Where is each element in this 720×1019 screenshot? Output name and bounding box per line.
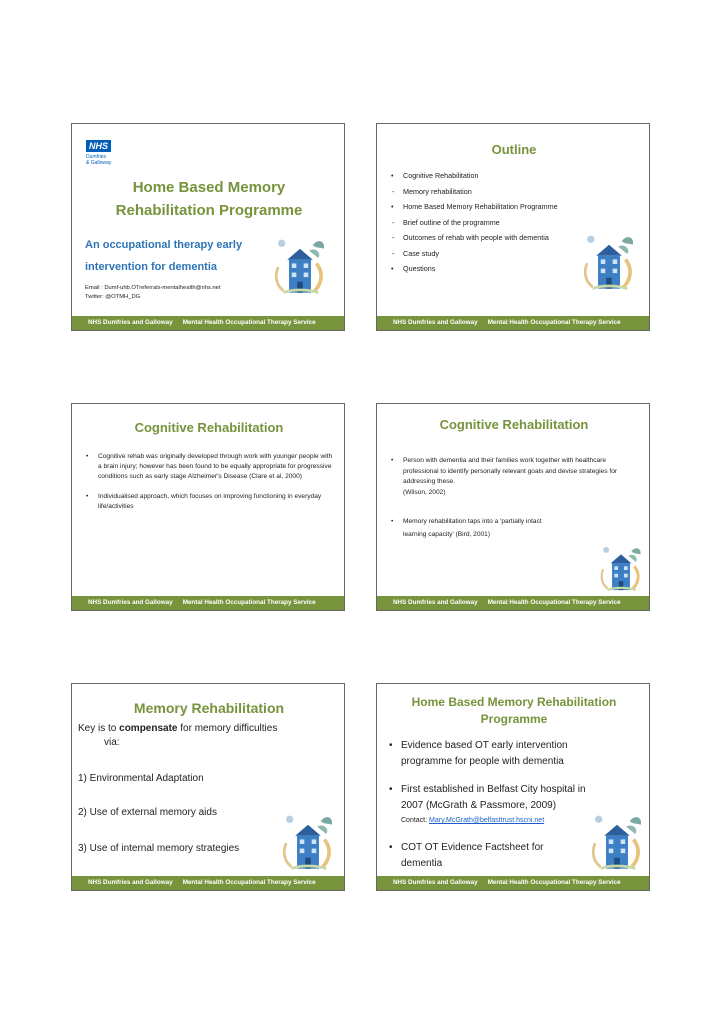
cog-rehab2-bullet-2-line1: Memory rehabilitation taps into a 'partially intact <box>403 518 542 525</box>
house-illustration-icon <box>589 812 645 876</box>
footer-service: Mental Health Occupational Therapy Service <box>487 599 621 606</box>
slide-home-based-programme <box>376 683 650 891</box>
footer-org: NHS Dumfries and Galloway <box>393 319 478 326</box>
hbmrp-bullet-2 <box>387 782 643 814</box>
title-line1: Home Based Memory <box>132 179 286 196</box>
hbmrp-bullet-1-line2: programme for people with dementia <box>401 756 564 767</box>
nhs-logo-line2: & Galloway <box>86 160 112 166</box>
house-illustration-icon <box>280 812 336 876</box>
intro-post: for memory difficulties <box>177 723 278 734</box>
outline-item: • Questions <box>389 261 639 277</box>
cog-rehab2-cite-1: (Wilson, 2002) <box>403 488 446 496</box>
slide-footer <box>377 876 649 890</box>
intro-bold: compensate <box>119 723 178 734</box>
house-illustration-icon <box>597 544 645 596</box>
contact-twitter: Twitter: @OTMH_DG <box>85 294 141 300</box>
footer-org: NHS Dumfries and Galloway <box>393 879 478 886</box>
slide-footer <box>72 876 344 890</box>
memory-rehab-item-3: 3) Use of internal memory strategies <box>78 843 240 854</box>
slide-cognitive-rehab-2 <box>376 403 650 611</box>
slide-memory-rehab <box>71 683 345 891</box>
nhs-logo <box>86 136 130 166</box>
hbmrp-bullet-2-line2: 2007 (McGrath & Passmore, 2009) <box>401 800 557 811</box>
nhs-logo-badge: NHS <box>86 140 111 152</box>
intro-line2: via: <box>104 737 120 748</box>
hbmrp-title-line2: Programme <box>480 712 548 726</box>
title-line2: Rehabilitation Programme <box>115 202 303 219</box>
footer-service: Mental Health Occupational Therapy Service <box>182 879 316 886</box>
footer-org: NHS Dumfries and Galloway <box>88 599 173 606</box>
hbmrp-bullet-1-line1: Evidence based OT early intervention <box>401 740 568 751</box>
slide-footer <box>377 316 649 330</box>
subtitle-line2: intervention for dementia <box>85 261 218 273</box>
cog-rehab2-bullet-2 <box>389 515 639 541</box>
cog-rehab2-bullet-2-line2: learning capacity' (Bird, 2001) <box>403 531 491 538</box>
house-illustration-icon <box>272 236 328 300</box>
hbmrp-bullet-2-line1: First established in Belfast City hospital in <box>401 784 586 795</box>
memory-rehab-intro <box>78 722 277 750</box>
hbmrp-bullet-3-line1: COT OT Evidence Factsheet for <box>401 842 544 853</box>
contact-email: Email : Dumf-uhb.OTreferrals-mentalhealth@nhs.net <box>85 285 221 291</box>
outline-item: • Cognitive Rehabilitation <box>389 168 639 184</box>
contact-info <box>85 284 221 302</box>
memory-rehab-item-2: 2) Use of external memory aids <box>78 807 217 818</box>
outline-item: • Home Based Memory Rehabilitation Programme <box>389 199 639 215</box>
footer-service: Mental Health Occupational Therapy Service <box>182 599 316 606</box>
outline-item: - Brief outline of the programme <box>389 215 639 231</box>
memory-rehab-title: Memory Rehabilitation <box>133 700 285 716</box>
cog-rehab-title: Cognitive Rehabilitation <box>134 420 284 435</box>
hbmrp-bullet-1 <box>387 738 643 770</box>
house-illustration-icon <box>581 232 637 296</box>
footer-org: NHS Dumfries and Galloway <box>88 319 173 326</box>
cog-rehab2-title: Cognitive Rehabilitation <box>439 417 589 432</box>
nhs-logo-line1: Dumfries <box>86 154 107 160</box>
cog-rehab2-bullet-1-text: Person with dementia and their families work together with healthcare professional to identify personally relevant goals and devise strategies for addressing these. <box>403 457 618 485</box>
hbmrp-title-line1: Home Based Memory Rehabilitation <box>411 695 617 709</box>
slide-subtitle <box>85 234 242 278</box>
intro-pre: Key is to <box>78 723 120 734</box>
outline-item: - Case study <box>389 246 639 262</box>
footer-service: Mental Health Occupational Therapy Service <box>182 319 316 326</box>
cog-rehab-bullets <box>84 452 334 512</box>
outline-item: - Outcomes of rehab with people with dementia <box>389 230 639 246</box>
slide-title <box>71 123 345 331</box>
slide-outline <box>376 123 650 331</box>
hbmrp-bullet-3-line2: dementia <box>401 858 443 869</box>
slide-title-heading <box>72 176 345 222</box>
slide-cognitive-rehab-1 <box>71 403 345 611</box>
slide-footer <box>72 596 344 610</box>
memory-rehab-item-1: 1) Environmental Adaptation <box>78 773 204 784</box>
subtitle-line1: An occupational therapy early <box>85 239 243 251</box>
outline-item: - Memory rehabilitation <box>389 184 639 200</box>
footer-service: Mental Health Occupational Therapy Service <box>487 319 621 326</box>
cog-rehab-bullet-1: • Cognitive rehab was originally developed through work with younger people with a brain injury; however has been found to be equally appropriate for progressive conditions such as early stage Alzheimer's Disease (Clare et al, 2000) <box>84 452 334 482</box>
hbmrp-contact-email-link[interactable]: Mary.McGrath@belfasttrust.hscni.net <box>429 817 545 824</box>
cog-rehab2-bullet-1 <box>389 456 639 498</box>
slide-footer <box>72 316 344 330</box>
hbmrp-title <box>377 694 650 728</box>
cog-rehab-bullet-2: • Individualised approach, which focuses on improving functioning in everyday life/activities <box>84 492 334 512</box>
footer-org: NHS Dumfries and Galloway <box>88 879 173 886</box>
footer-service: Mental Health Occupational Therapy Service <box>487 879 621 886</box>
hbmrp-contact-label: Contact: <box>401 817 430 824</box>
cog-rehab2-bullets <box>389 456 639 541</box>
footer-org: NHS Dumfries and Galloway <box>393 599 478 606</box>
outline-title: Outline <box>491 142 537 157</box>
slide-footer <box>377 596 649 610</box>
